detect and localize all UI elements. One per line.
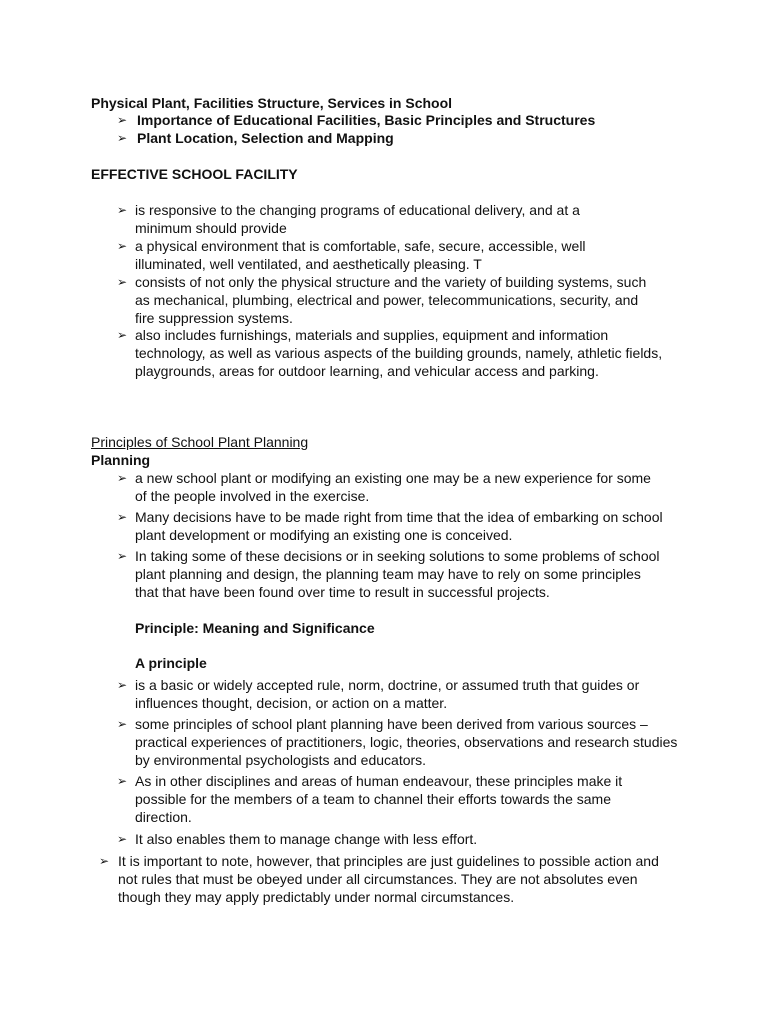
list-item-text: As in other disciplines and areas of human endeavour, these principles make it possible for the members of a team to channel their efforts towards the same direction. (135, 773, 623, 825)
list-item-text: Many decisions have to be made right from time that the idea of embarking on school plant development or modifying an existing one is conceived. (135, 509, 663, 543)
list-item-text: It is important to note, however, that principles are just guidelines to possible action and not rules that must be obeyed under all circumstances. They are not absolutes even though they may apply predictably under normal circumstances. (118, 853, 659, 905)
arrow-bullet-icon: ➢ (117, 510, 128, 524)
arrow-bullet-icon: ➢ (117, 203, 128, 217)
list-item-text: a physical environment that is comfortable, safe, secure, accessible, well illuminated, well ventilated, and aesthetically pleasing. T (135, 238, 586, 272)
list-item-text: a new school plant or modifying an existing one may be a new experience for some of the people involved in the exercise. (135, 470, 651, 504)
list-item-text: is a basic or widely accepted rule, norm, doctrine, or assumed truth that guides or influences thought, decision, or action on a matter. (135, 677, 640, 711)
arrow-bullet-icon: ➢ (99, 854, 110, 868)
arrow-bullet-icon: ➢ (117, 275, 128, 289)
section-heading-effective: EFFECTIVE SCHOOL FACILITY (91, 166, 298, 182)
list-item-text: In taking some of these decisions or in seeking solutions to some problems of school plant planning and design, the planning team may have to rely on some principles that that have been found over time to result in successful projects. (135, 548, 660, 600)
arrow-bullet-icon: ➢ (117, 239, 128, 253)
list-item-text: consists of not only the physical structure and the variety of building systems, such as mechanical, plumbing, electrical and power, telecommunications, security, and fire suppression systems. (135, 274, 647, 326)
arrow-bullet-icon: ➢ (117, 832, 128, 846)
header-subitem-text: Plant Location, Selection and Mapping (137, 130, 394, 146)
document-title: Physical Plant, Facilities Structure, Services in School (91, 95, 453, 111)
list-item-text: It also enables them to manage change with less effort. (135, 831, 478, 847)
header-subitem-text: Importance of Educational Facilities, Basic Principles and Structures (137, 112, 596, 128)
arrow-bullet-icon: ➢ (117, 113, 128, 127)
arrow-bullet-icon: ➢ (117, 328, 128, 342)
list-item-text: also includes furnishings, materials and supplies, equipment and information technology, as well as various aspects of the building grounds, namely, athletic fields, playgrounds, areas for outdoor learning, and vehicular access and parking. (135, 327, 663, 379)
section-link-principles: Principles of School Plant Planning (91, 434, 309, 450)
arrow-bullet-icon: ➢ (117, 131, 128, 145)
planning-heading: Planning (91, 452, 151, 468)
list-item-text: is responsive to the changing programs of educational delivery, and at a minimum should provide (135, 202, 580, 236)
arrow-bullet-icon: ➢ (117, 471, 128, 485)
arrow-bullet-icon: ➢ (117, 678, 128, 692)
meaning-heading: Principle: Meaning and Significance (135, 620, 375, 636)
a-principle-heading: A principle (135, 655, 207, 671)
arrow-bullet-icon: ➢ (117, 717, 128, 731)
list-item-text: some principles of school plant planning have been derived from various sources – practical experiences of practitioners, logic, theories, observations and research studies by environmental psychologists and educators. (135, 716, 678, 768)
arrow-bullet-icon: ➢ (117, 549, 128, 563)
arrow-bullet-icon: ➢ (117, 774, 128, 788)
